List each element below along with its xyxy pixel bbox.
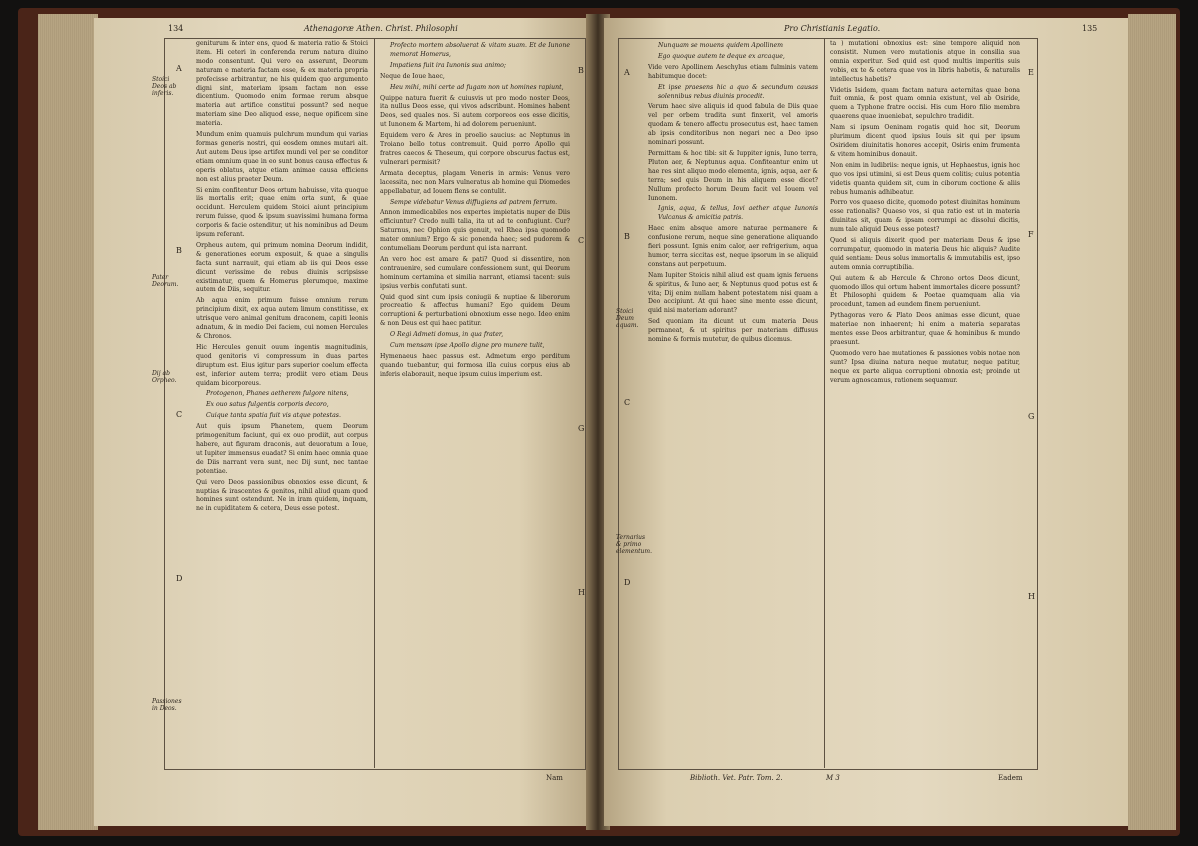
bibliographic-signature: Biblioth. Vet. Patr. Tom. 2. — [690, 774, 783, 782]
paragraph: Non enim in ludibriis: neque ignis, ut Hephaestus, ignis hoc quo vos ipsi utimini, si est Deus quem colitis; cuius potentia videtis quanta quidem sit, cum in ciborum coctione & aliis rebus humanis adhibeatur. — [830, 161, 1020, 196]
paragraph: Pythagoras vero & Plato Deos animas esse dicunt, quae materiae non inhaerent; hi enim a materia separatas mentes esse Deos arbitrantur, quae & hominibus & mundo praesunt. — [830, 312, 1020, 346]
verse-line: Et ipse praesens hic a quo & secundum causas solennibus rebus diuinis procedit. — [658, 83, 818, 100]
right-page-edges — [1128, 14, 1176, 830]
verse-line: Impatiens fuit ira Iunonis sua animo; — [390, 61, 506, 69]
margin-letter: H — [578, 588, 585, 597]
paragraph: Haec enim absque amore naturae permanere & confusione rerum, neque sine generatione aliquando fieri possunt. Ignis enim calor, aer refrigerium, aqua humor, terra siccitas est, neque ipsorum in se aliquid constans aut perpetuum. — [648, 225, 818, 268]
paragraph: Permittam & hoc tibi: sit & Iuppiter ignis, Iuno terra, Pluton aer, & Neptunus aqua. Confiteantur enim ut hae res sint aliquo modo elementa, ignis, aqua, aer & terra; sed quis Deum in his aliquem esse dicet? Nullum profecto horum Deum facit vel Iouem vel Iunonem. — [648, 149, 818, 202]
paragraph: Quomodo vero hae mutationes & passiones vobis notae non sunt? Ipsa diuina natura neque mutatur, neque patitur, neque ex parte aliqua corruptioni obnoxia est; proinde ut verum agnoscamus, rationem sequamur. — [830, 349, 1020, 384]
verse-line: Nunquam se mouens quidem Apollinem — [658, 42, 784, 49]
column-rule — [824, 38, 825, 768]
margin-note: Passiones in Deos. — [152, 698, 182, 712]
text-column-1 — [648, 40, 818, 754]
margin-letter: F — [1028, 230, 1034, 239]
paragraph: Armata deceptus, plagam Veneris in armis: Venus vero lacessita, nec non Mars vulneratus ab homine qui Diomedes appellabatur, ad Iouem flens se contulit. — [380, 169, 570, 195]
paragraph: Verum haec sive aliquis id quod fabula de Diis quae vel per orbem tradita sunt finxerit, vel amoris quodam & tenero affectu prosecutus est, haec tamen ab ipsis conditoribus non negari nec a Deo ipso nominari possunt. — [648, 103, 818, 147]
paragraph: Orpheus autem, qui primum nomina Deorum indidit, & generationes eorum exposuit, & quae a singulis facta sunt narrauit, qui etiam ab iis qui Deos esse dicunt verissime de rebus diuinis scripsisse existimatur, quem & Homerus plerumque, maxime autem de Diis, sequitur. — [196, 241, 368, 294]
paragraph: Equidem vero & Ares in proelio saucius: ac Neptunus in Troiano bello totus contremuit. Quid porro Apollo qui fratres caecos & Theseum, qui corpore obscurus factus est, vulnerari permisit? — [380, 132, 570, 166]
margin-letter: A — [624, 68, 630, 77]
verse-line: Cuique tanta spatia fuit vis atque potestas. — [206, 412, 341, 420]
paragraph: Quippe natura fuerit & cuiusvis ut pro modo noster Deos, ita nullus Deos esse, qui vivos adscribunt. Homines habent Deos, sed quales nos. Si autem corporeos eos esse dicitis, ut Iunonem & Martem, hi ad dolorem perueniunt. — [380, 94, 570, 129]
paragraph: geniturum & inter ens, quod & materia ratio & Stoici item. Hi ceteri in conferenda rerum natura diuino modo consentunt. Qui vero ea asserunt, Deorum naturam e materia factam esse, & ex materia propria profecisse arbitrantur, ne his quidem quo argumento digni sint, materiam ipsam factam non esse dicentium. Quomodo enim formae rerum absque materia aut artifice constitui possunt? sed neque materiam sine Deo aliquod esse, neque opificem sine materia. — [196, 40, 368, 128]
margin-note: Pater Deorum. — [152, 274, 179, 288]
catchword: Nam — [546, 774, 563, 782]
paragraph: Ab aqua enim primum fuisse omnium rerum principium dixit, ex aqua autem limum constitisse, ex utrisque vero animal genitum draconem, capiti leonis adnatum, & in medio Dei faciem, cui nomen Hercules & Chronos. — [196, 297, 368, 340]
paragraph: An vero hoc est amare & pati? Quod si dissentire, non contrauenire, sed cumulare confessionem sunt, qui Deorum hominum certamina et similia narrant, etiamsi tacent: suis ipsius verbis confutati sunt. — [380, 255, 570, 290]
verse-line: O Regi Admeti domus, in qua frater, — [390, 331, 504, 339]
page-number: 134 — [168, 24, 184, 33]
verse-line: Heu mihi, mihi certe ad fugam non ut homines rapiunt, — [390, 83, 564, 91]
verse-line: Sempe videbatur Venus diffugiens ad patrem ferrum. — [390, 198, 558, 206]
sheet-mark: M 3 — [826, 774, 840, 782]
text-column-2 — [380, 40, 570, 754]
paragraph: Hic Hercules genuit ouum ingentis magnitudinis, quod genitoris vi compressum in duas partes diruptum est. Eius igitur pars superior coelum effecta est, inferior autem terra; prodiit vero etiam Deus quidam bicorporeus. — [196, 343, 368, 387]
margin-letter: B — [176, 246, 182, 255]
margin-letter: C — [578, 236, 585, 245]
paragraph: Porro vos quaeso dicite, quomodo potest diuinitas hominum esse rationalis? Quaeso vos, si qua ratio est ut in materia diuinitas sit, quam & ipsam corrumpi ac dissolui dicitis, num tale aliquid Deus esse potest? — [830, 199, 1020, 234]
paragraph: Qui vero Deos passionibus obnoxios esse dicunt, & nuptias & irascentes & genitos, nihil aliud quam quod homines sunt ostendunt. Ne in iram quidem, inquam, ne in cupiditatem & cetera, Deus esse potest. — [196, 478, 368, 513]
paragraph: Nam Iupiter Stoicis nihil aliud est quam ignis feruens & spiritus, & Iuno aer, & Neptunus quod potus est & vita; Dij enim nullam habent potestatem nisi quam a Deo accipiunt. At qui haec sine mente esse dicunt, quid nisi materiam adorant? — [648, 271, 818, 315]
left-page-edges — [38, 14, 98, 830]
margin-note: Stoici Deum aquam. — [616, 308, 639, 329]
left-page — [94, 18, 594, 826]
verse-line: Protogenon, Phanes aetherem fulgore nitens, — [206, 390, 349, 398]
margin-letter: A — [176, 64, 182, 73]
paragraph: Hymenaeus haec passus est. Admetum ergo perditum quando tuebantur, qui formosa illa cuius corpus eius ab inferis elaborauit, neque ipsum cuius imperium est. — [380, 353, 570, 378]
margin-letter: C — [176, 410, 183, 419]
paragraph: Videtis Isidem, quam factam natura aeternitas quae bona fuit omnia, & post quam omnia existunt, vel ab Osiride, quem a Typhone fratre occisi. His cum Horo filio membra quaerens quae inueniebat, sepulchro tradidit. — [830, 86, 1020, 121]
verse-line: Ex ouo satus fulgentis corporis decoro, — [206, 401, 329, 409]
margin-letter: B — [578, 66, 584, 75]
verse-line: Profecto mortem absoluerat & vitam suam. Et de Iunone memorat Homerus, — [390, 42, 570, 58]
margin-letter: H — [1028, 592, 1035, 601]
margin-letter: E — [1028, 68, 1034, 77]
paragraph: Qui autem & ab Hercule & Chrono ortos Deos dicunt, quomodo illos qui ortum habent immortales dicere possunt? Et Philosophi quidem & Poetae quamquam alia via procedunt, tamen ad eundem finem perueniunt. — [830, 274, 1020, 309]
paragraph: Neque de Ioue haec, — [380, 72, 445, 80]
margin-note: Stoici Deos ab inferis. — [152, 76, 177, 97]
column-rule — [374, 38, 375, 768]
margin-letter: D — [624, 578, 631, 587]
margin-letter: G — [1028, 412, 1035, 421]
text-column-2 — [830, 40, 1020, 754]
paragraph: Mundum enim quamuis pulchrum mundum qui varias formas generis nostri, qui eosdem omnes mutari ait. Aut autem Deus ipse artifex mundi vel per se conditor etiam omnium quae in eo sunt bonus causa effectus & operis oblatus, atque etiam animae causa efficiens non est alius praeter Deum. — [196, 131, 368, 183]
paragraph: Quid quod sint cum ipsis coniugii & nuptiae & liberorum procreatio & affectus humani? Ego quidem Deum corruptioni & perturbationi obnoxium esse nego. Ideo enim & non Deus est qui haec patitur. — [380, 293, 570, 328]
verse-line: Ego quoque autem te deque ex arcaque, — [658, 52, 785, 60]
paragraph: Nam si ipsum Oeninam rogatis quid hoc sit, Deorum plurimum dicent quod ipsius Iouis sit qui per ipsum Osiridem diuinitatis honores accepit, Osiris enim frumenta & vitem hominibus donauit. — [830, 124, 1020, 158]
margin-note: Dij ab Orpheo. — [152, 370, 177, 384]
margin-letter: G — [578, 424, 585, 433]
running-head: Athenagoræ Athen. Christ. Philosophi — [304, 24, 458, 33]
paragraph: Vide vero Apollinem Aeschylus etiam fulminis vatem habitumque docet: — [648, 63, 818, 80]
paragraph: ta ) mutationi obnoxius est: sine tempore aliquid non consistit. Numen vero mutationis atque in consilia sua omnia experitur. Sed quid est quod multis imperitis suis vobis, ex te & cetera quae vos in libris habetis, & naturalis intellectus habetis? — [830, 40, 1020, 83]
paragraph: Aut quis ipsum Phanetem, quem Deorum primogenitum faciunt, qui ex ouo prodiit, aut corpus habere, aut figuram draconis, aut deuoratum a Ioue, ut Iupiter immensus euadat? Si enim haec omnia quae de Diis narrant vera sunt, nec Dij sunt, nec tantae potentiae. — [196, 423, 368, 475]
text-column-1 — [196, 40, 368, 754]
paragraph: Annon immedicabiles nos expertes impietatis nuper de Diis efficiuntur? Credo nulli talia, ita ut ad te confugiunt. Cur? Saturnus, nec Ophion quis genuit, vel Rhea ipsa quomodo mater omnium? Ergo & sic ponenda haec; sed pudorem & contumeliam Deorum perdunt qui ista narrant. — [380, 209, 570, 253]
paragraph: Sed quoniam ita dicunt ut cum materia Deus permaneat, & ut spiritus per materiam diffusus nomine & formis mutetur, de quibus dicemus. — [648, 318, 818, 344]
verse-line: Ignis, aqua, & tellus, Iovi aether atque Iunonis Vulcanus & amicitia patris. — [658, 205, 818, 222]
page-number: 135 — [1082, 24, 1098, 33]
margin-letter: D — [176, 574, 183, 583]
paragraph: Quod si aliquis dixerit quod per materiam Deus & ipse corrumpatur, quomodo in materia Deus hic aliquis? Audite quid sentiam: Deus solus immortalis & immutabilis est, ipso autem omnia corruptibilia. — [830, 237, 1020, 271]
running-head: Pro Christianis Legatio. — [784, 24, 881, 33]
right-page — [604, 18, 1128, 826]
catchword: Eadem — [998, 774, 1023, 782]
verse-line: Cum mensam ipse Apollo digne pro munere tulit, — [390, 342, 545, 350]
margin-note: Ternarius & primo elementum. — [616, 534, 652, 555]
margin-letter: C — [624, 398, 631, 407]
margin-letter: B — [624, 232, 630, 241]
paragraph: Si enim confitentur Deos ortum habuisse, vita quoque iis mortalis erit; quae enim orta sunt, & quae occidunt. Herculem quidem Stoici aiunt principium rerum fuisse, quod & ipsum suavissimi humana forma corporis & facie ostenditur, ut his nominibus ad Deum ipsum referant. — [196, 186, 368, 239]
